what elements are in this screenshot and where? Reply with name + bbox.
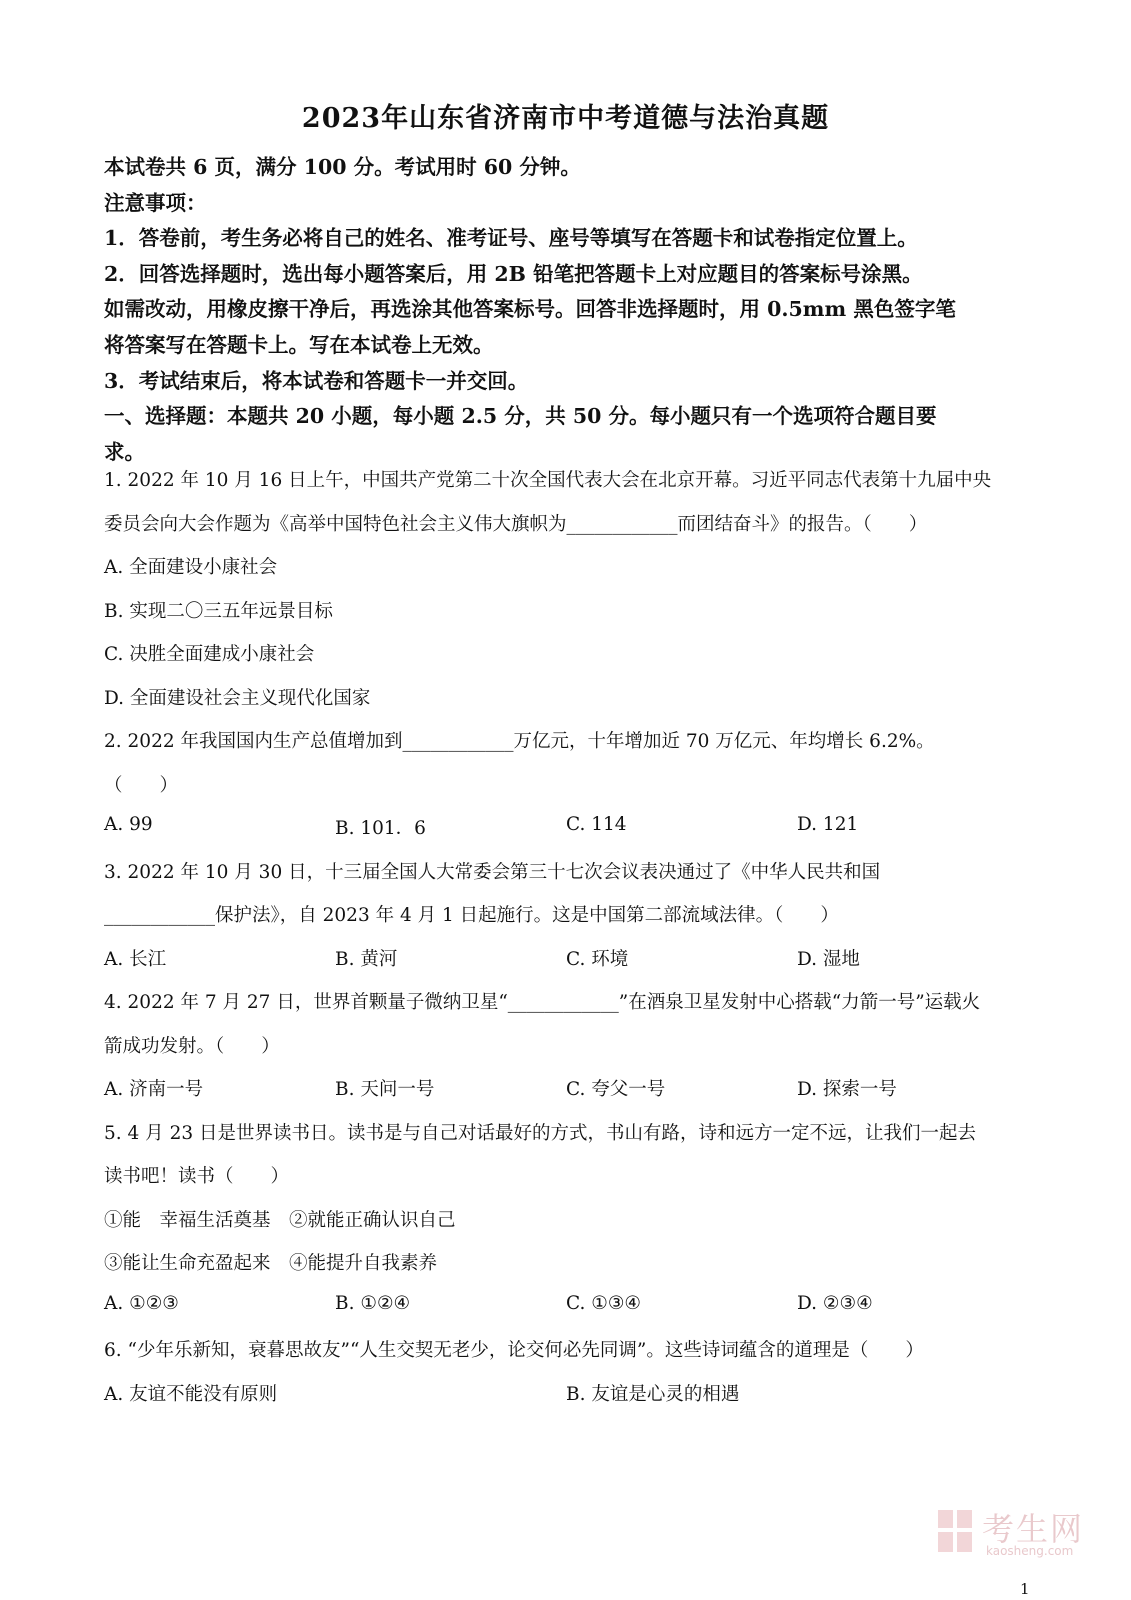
option-d: D. 湿地 — [797, 949, 860, 970]
option-c: C. 环境 — [566, 949, 629, 970]
option-d: D. 全面建设社会主义现代化国家 — [104, 688, 371, 709]
instruction-line: 2．回答选择题时，选出每小题答案后，用 2B 铅笔把答题卡上对应题目的答案标号涂黑。 — [104, 261, 923, 286]
watermark-brand: 考生网 — [982, 1510, 1085, 1548]
question-3-text: 3. 2022 年 10 月 30 日，十三届全国人大常委会第三十七次会议表决通过了《中华人民共和国 — [104, 862, 881, 883]
option-a: A. 济南一号 — [104, 1079, 204, 1100]
option-b: B. 友谊是心灵的相遇 — [566, 1384, 740, 1405]
section-heading: 求。 — [104, 439, 145, 464]
option-b: B. 天问一号 — [335, 1079, 435, 1100]
question-5-text: 5. 4 月 23 日是世界读书日。读书是与自己对话最好的方式，书山有路，诗和远方一定不远，让我们一起去 — [104, 1123, 976, 1144]
question-4-text: 4. 2022 年 7 月 27 日，世界首颗量子微纳卫星“____________”在酒泉卫星发射中心搭载“力箭一号”运载火 — [104, 992, 981, 1013]
question-2-text: 2. 2022 年我国国内生产总值增加到____________万亿元，十年增加近 70 万亿元、年均增长 6.2%。 — [104, 731, 935, 752]
question-5-statements: ③能让生命充盈起来 ④能提升自我素养 — [104, 1253, 438, 1274]
watermark-site: kaosheng.com — [986, 1544, 1074, 1558]
page-number: 1 — [1020, 1580, 1030, 1598]
section-heading: 一、选择题：本题共 20 小题，每小题 2.5 分，共 50 分。每小题只有一个选项符合题目要 — [104, 404, 937, 429]
option-b: B. ①②④ — [335, 1293, 411, 1314]
option-c: C. 114 — [566, 814, 627, 835]
watermark — [936, 1502, 1096, 1562]
kaosheng-logo-icon — [936, 1508, 974, 1554]
option-a: A. 长江 — [104, 949, 167, 970]
question-5-statements: ①能 幸福生活奠基 ②就能正确认识自己 — [104, 1210, 456, 1231]
question-1-text: 委员会向大会作题为《高举中国特色社会主义伟大旗帜为____________而团结奋斗》的报告。（ ） — [104, 514, 928, 535]
question-2-text: （ ） — [104, 775, 179, 796]
option-a: A. 友谊不能没有原则 — [104, 1384, 278, 1405]
instruction-line: 1．答卷前，考生务必将自己的姓名、准考证号、座号等填写在答题卡和试卷指定位置上。 — [104, 226, 918, 251]
option-c: C. 决胜全面建成小康社会 — [104, 644, 315, 665]
option-a: A. 99 — [104, 814, 153, 835]
instruction-line: 本试卷共 6 页，满分 100 分。考试用时 60 分钟。 — [104, 155, 581, 179]
page-title: 2023年山东省济南市中考道德与法治真题 — [301, 103, 830, 134]
option-a: A. 全面建设小康社会 — [104, 557, 278, 578]
instruction-line: 3．考试结束后，将本试卷和答题卡一并交回。 — [104, 368, 529, 393]
question-6-text: 6. “少年乐新知，衰暮思故友”“人生交契无老少，论交何必先同调”。这些诗词蕴含的道理是（ ） — [104, 1340, 924, 1361]
option-b: B. 实现二〇三五年远景目标 — [104, 601, 333, 622]
option-d: D. 探索一号 — [797, 1079, 897, 1100]
option-d: D. 121 — [797, 814, 859, 835]
exam-instructions — [104, 150, 1034, 470]
option-c: C. ①③④ — [566, 1293, 642, 1314]
option-c: C. 夸父一号 — [566, 1079, 666, 1100]
question-5-text: 读书吧！读书（ ） — [104, 1166, 290, 1187]
option-b: B. 黄河 — [335, 949, 398, 970]
option-d: D. ②③④ — [797, 1293, 873, 1314]
question-4-text: 箭成功发射。（ ） — [104, 1036, 280, 1057]
question-3-text: ____________保护法》，自 2023 年 4 月 1 日起施行。这是中国第二部流域法律。（ ） — [104, 905, 839, 926]
instruction-line: 将答案写在答题卡上。写在本试卷上无效。 — [104, 332, 494, 357]
option-a: A. ①②③ — [104, 1293, 179, 1314]
option-b: B. 101．6 — [335, 818, 426, 839]
instruction-line: 如需改动，用橡皮擦干净后，再选涂其他答案标号。回答非选择题时，用 0.5mm 黑色签字笔 — [104, 297, 956, 322]
instruction-line: 注意事项： — [104, 190, 207, 215]
question-1-text: 1. 2022 年 10 月 16 日上午，中国共产党第二十次全国代表大会在北京开幕。习近平同志代表第十九届中央 — [104, 470, 992, 491]
